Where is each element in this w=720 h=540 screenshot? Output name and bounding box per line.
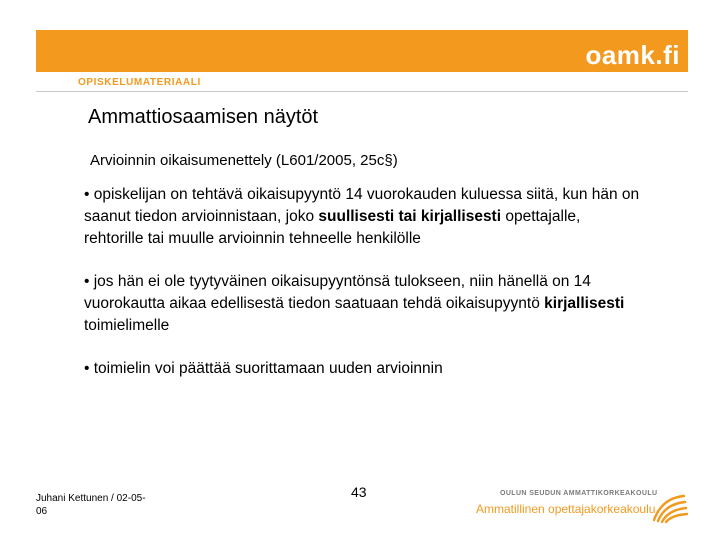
bullet-text: • toimielin voi päättää suorittamaan uuden arvioinnin (84, 360, 443, 377)
bullet-bold-text: suullisesti tai kirjallisesti (318, 208, 502, 225)
org-name-line: OULUN SEUDUN AMMATTIKORKEAKOULU (500, 490, 658, 497)
author-credit: Juhani Kettunen / 02-05-06 (36, 493, 146, 517)
bullet-list (84, 184, 644, 401)
organization-logo (470, 488, 690, 524)
org-unit-line: Ammatillinen opettajakorkeakoulu (476, 502, 656, 516)
bullet-item-3 (84, 358, 644, 380)
bullet-text: • opiskelijan on tehtävä oikaisupyyntö 14 vuorokauden kuluessa siitä, kun hän on saanut tiedon arvioinnistaan, joko (84, 186, 640, 225)
header-divider (36, 91, 688, 92)
sunburst-icon (648, 488, 690, 524)
bullet-text: • jos hän ei ole tyytyväinen oikaisupyyntönsä tulokseen, niin hänellä on 14 vuorokautta aikaa edellisestä tiedon saatuaan tehdä oikaisupyyntö (84, 273, 591, 312)
bullet-bold-text: kirjallisesti (544, 295, 625, 312)
bullet-text: opettajalle, rehtorille tai muulle arvioinnin tehneelle henkilölle (84, 208, 581, 247)
bullet-item-2 (84, 271, 644, 337)
oamk-logo[interactable]: oamk.fi (585, 40, 680, 70)
bullet-text: toimielimelle (84, 317, 170, 334)
page-number: 43 (351, 484, 367, 500)
slide-subtitle: Arvioinnin oikaisumenettely (L601/2005, 25c§) (90, 152, 398, 169)
section-label: OPISKELUMATERIAALI (78, 77, 201, 88)
slide-title: Ammattiosaamisen näytöt (88, 106, 319, 128)
bullet-item-1 (84, 184, 644, 250)
